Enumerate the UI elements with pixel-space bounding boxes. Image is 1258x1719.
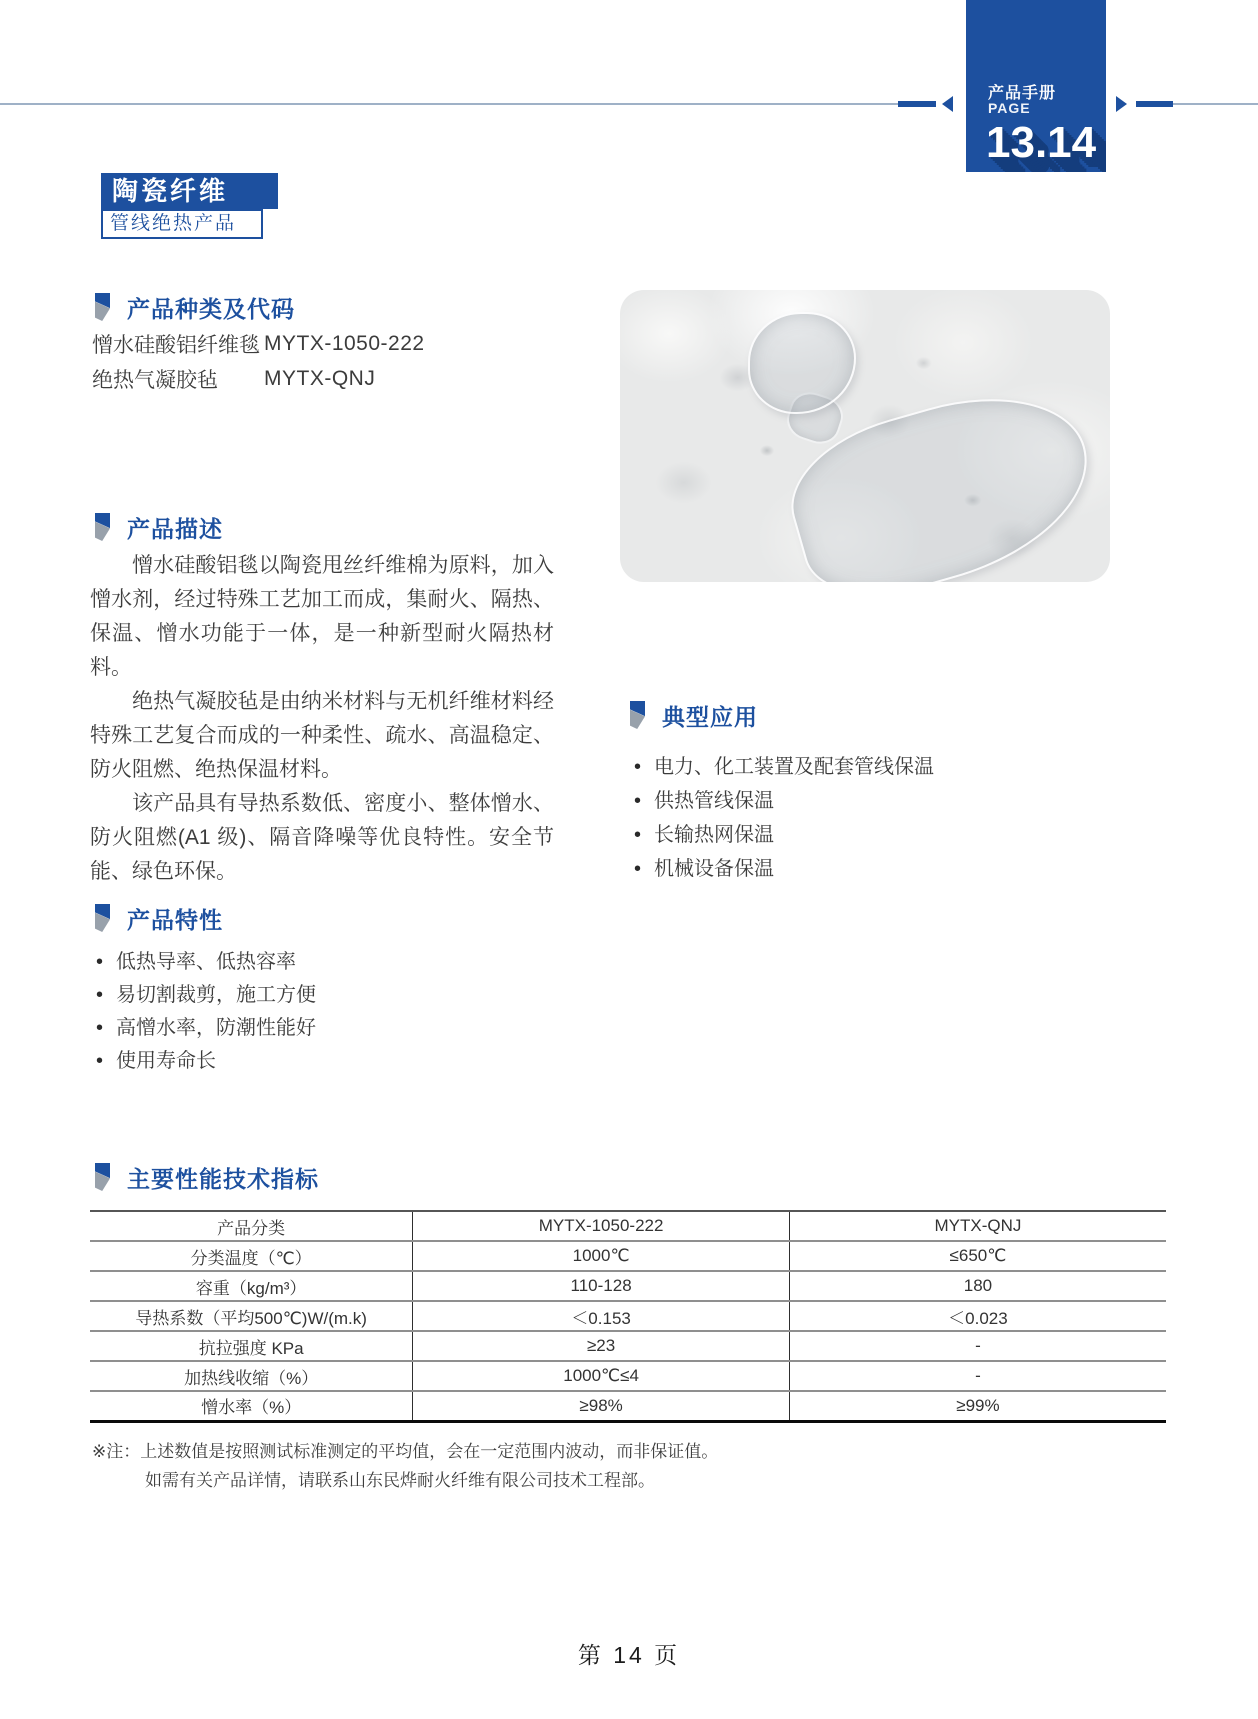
description-paragraph: 绝热气凝胶毡是由纳米材料与无机纤维材料经特殊工艺复合而成的一种柔性、疏水、高温稳定、防火阻燃、绝热保温材料。 [90,690,554,781]
subcategory-badge: 管线绝热产品 [101,209,263,239]
table-cell: 憎水率（%） [90,1391,413,1421]
product-code: MYTX-1050-222 [264,331,425,355]
product-type-list [92,326,425,396]
section-title: 产品特性 [127,906,223,933]
table-cell: ≤650℃ [789,1241,1166,1271]
table-cell: 抗拉强度 KPa [90,1331,413,1361]
table-row [90,1361,1166,1391]
section-marker-icon [95,904,110,932]
list-item: • 易切割裁剪，施工方便 [94,979,316,1012]
table-cell: 1000℃≤4 [413,1361,790,1391]
table-cell: 分类温度（℃） [90,1241,413,1271]
top-rule-right-accent [1136,101,1173,107]
section-title: 典型应用 [662,703,758,730]
footnote-line: ※注：上述数值是按照测试标准测定的平均值，会在一定范围内波动，而非保证值。 [92,1442,719,1461]
description-text [90,549,554,889]
arrow-right-icon [1116,96,1127,112]
manual-label: 产品手册 [988,85,1057,102]
page-number: 13.14 [986,118,1097,167]
section-specs-heading [95,1162,319,1192]
list-item: • 高憎水率，防潮性能好 [94,1012,316,1045]
page-header-box [966,0,1106,172]
section-title: 产品描述 [127,515,223,542]
features-list [94,946,316,1078]
section-marker-icon [95,293,110,321]
top-rule-right-thin [1173,103,1258,105]
list-item [92,361,425,396]
table-row [90,1391,1166,1421]
description-paragraph: 该产品具有导热系数低、密度小、整体憎水、防火阻燃(A1 级)、隔音降噪等优良特性。安全节能、绿色环保。 [90,792,554,883]
table-cell: ＜0.023 [789,1301,1166,1331]
table-row [90,1301,1166,1331]
table-cell: 110-128 [413,1271,790,1301]
table-cell: - [789,1361,1166,1391]
page-label: PAGE [988,100,1031,116]
table-header-row [90,1211,1166,1241]
table-cell: ≥98% [413,1391,790,1421]
table-cell: ≥99% [789,1391,1166,1421]
footnote-line: 如需有关产品详情，请联系山东民烨耐火纤维有限公司技术工程部。 [145,1471,655,1490]
product-code: MYTX-QNJ [264,366,376,390]
section-marker-icon [630,701,645,729]
table-cell: 容重（kg/m³） [90,1271,413,1301]
description-paragraph: 憎水硅酸铝毯以陶瓷甩丝纤维棉为原料，加入憎水剂，经过特殊工艺加工而成，集耐火、隔热、保温、憎水功能于一体，是一种新型耐火隔热材料。 [90,554,554,679]
list-item: • 使用寿命长 [94,1045,316,1078]
section-product-types-heading [95,292,295,322]
table-header-cell: MYTX-1050-222 [413,1211,790,1241]
table-header-cell: 产品分类 [90,1211,413,1241]
table-cell: ＜0.153 [413,1301,790,1331]
list-item: • 长输热网保温 [632,818,934,852]
section-description-heading [95,512,223,542]
table-row [90,1241,1166,1271]
list-item [92,326,425,361]
product-name: 憎水硅酸铝纤维毯 [92,333,260,357]
table-cell: - [789,1331,1166,1361]
section-title: 产品种类及代码 [127,295,295,322]
table-row [90,1331,1166,1361]
table-cell: 导热系数（平均500℃)W/(m.k) [90,1301,413,1331]
section-marker-icon [95,1163,110,1191]
list-item: • 低热导率、低热容率 [94,946,316,979]
footer-page-number: 第 14 页 [577,1642,681,1668]
table-cell: 180 [789,1271,1166,1301]
table-header-cell: MYTX-QNJ [789,1211,1166,1241]
list-item: • 供热管线保温 [632,784,934,818]
table-cell: ≥23 [413,1331,790,1361]
list-item: • 电力、化工装置及配套管线保温 [632,750,934,784]
section-title: 主要性能技术指标 [127,1165,319,1192]
product-photo [620,290,1110,582]
spec-table [90,1210,1166,1423]
table-cell: 加热线收缩（%） [90,1361,413,1391]
water-droplet-small [748,312,856,414]
section-marker-icon [95,513,110,541]
table-row [90,1271,1166,1301]
section-features-heading [95,903,223,933]
top-rule-left-accent [898,101,936,107]
table-cell: 1000℃ [413,1241,790,1271]
table-footnote [92,1437,718,1495]
list-item: • 机械设备保温 [632,852,934,886]
applications-list [632,750,934,886]
top-rule-left-thin [0,103,898,105]
category-badge: 陶瓷纤维 [101,173,278,209]
arrow-left-icon [942,96,953,112]
product-name: 绝热气凝胶毡 [92,368,218,392]
section-applications-heading [630,700,758,730]
